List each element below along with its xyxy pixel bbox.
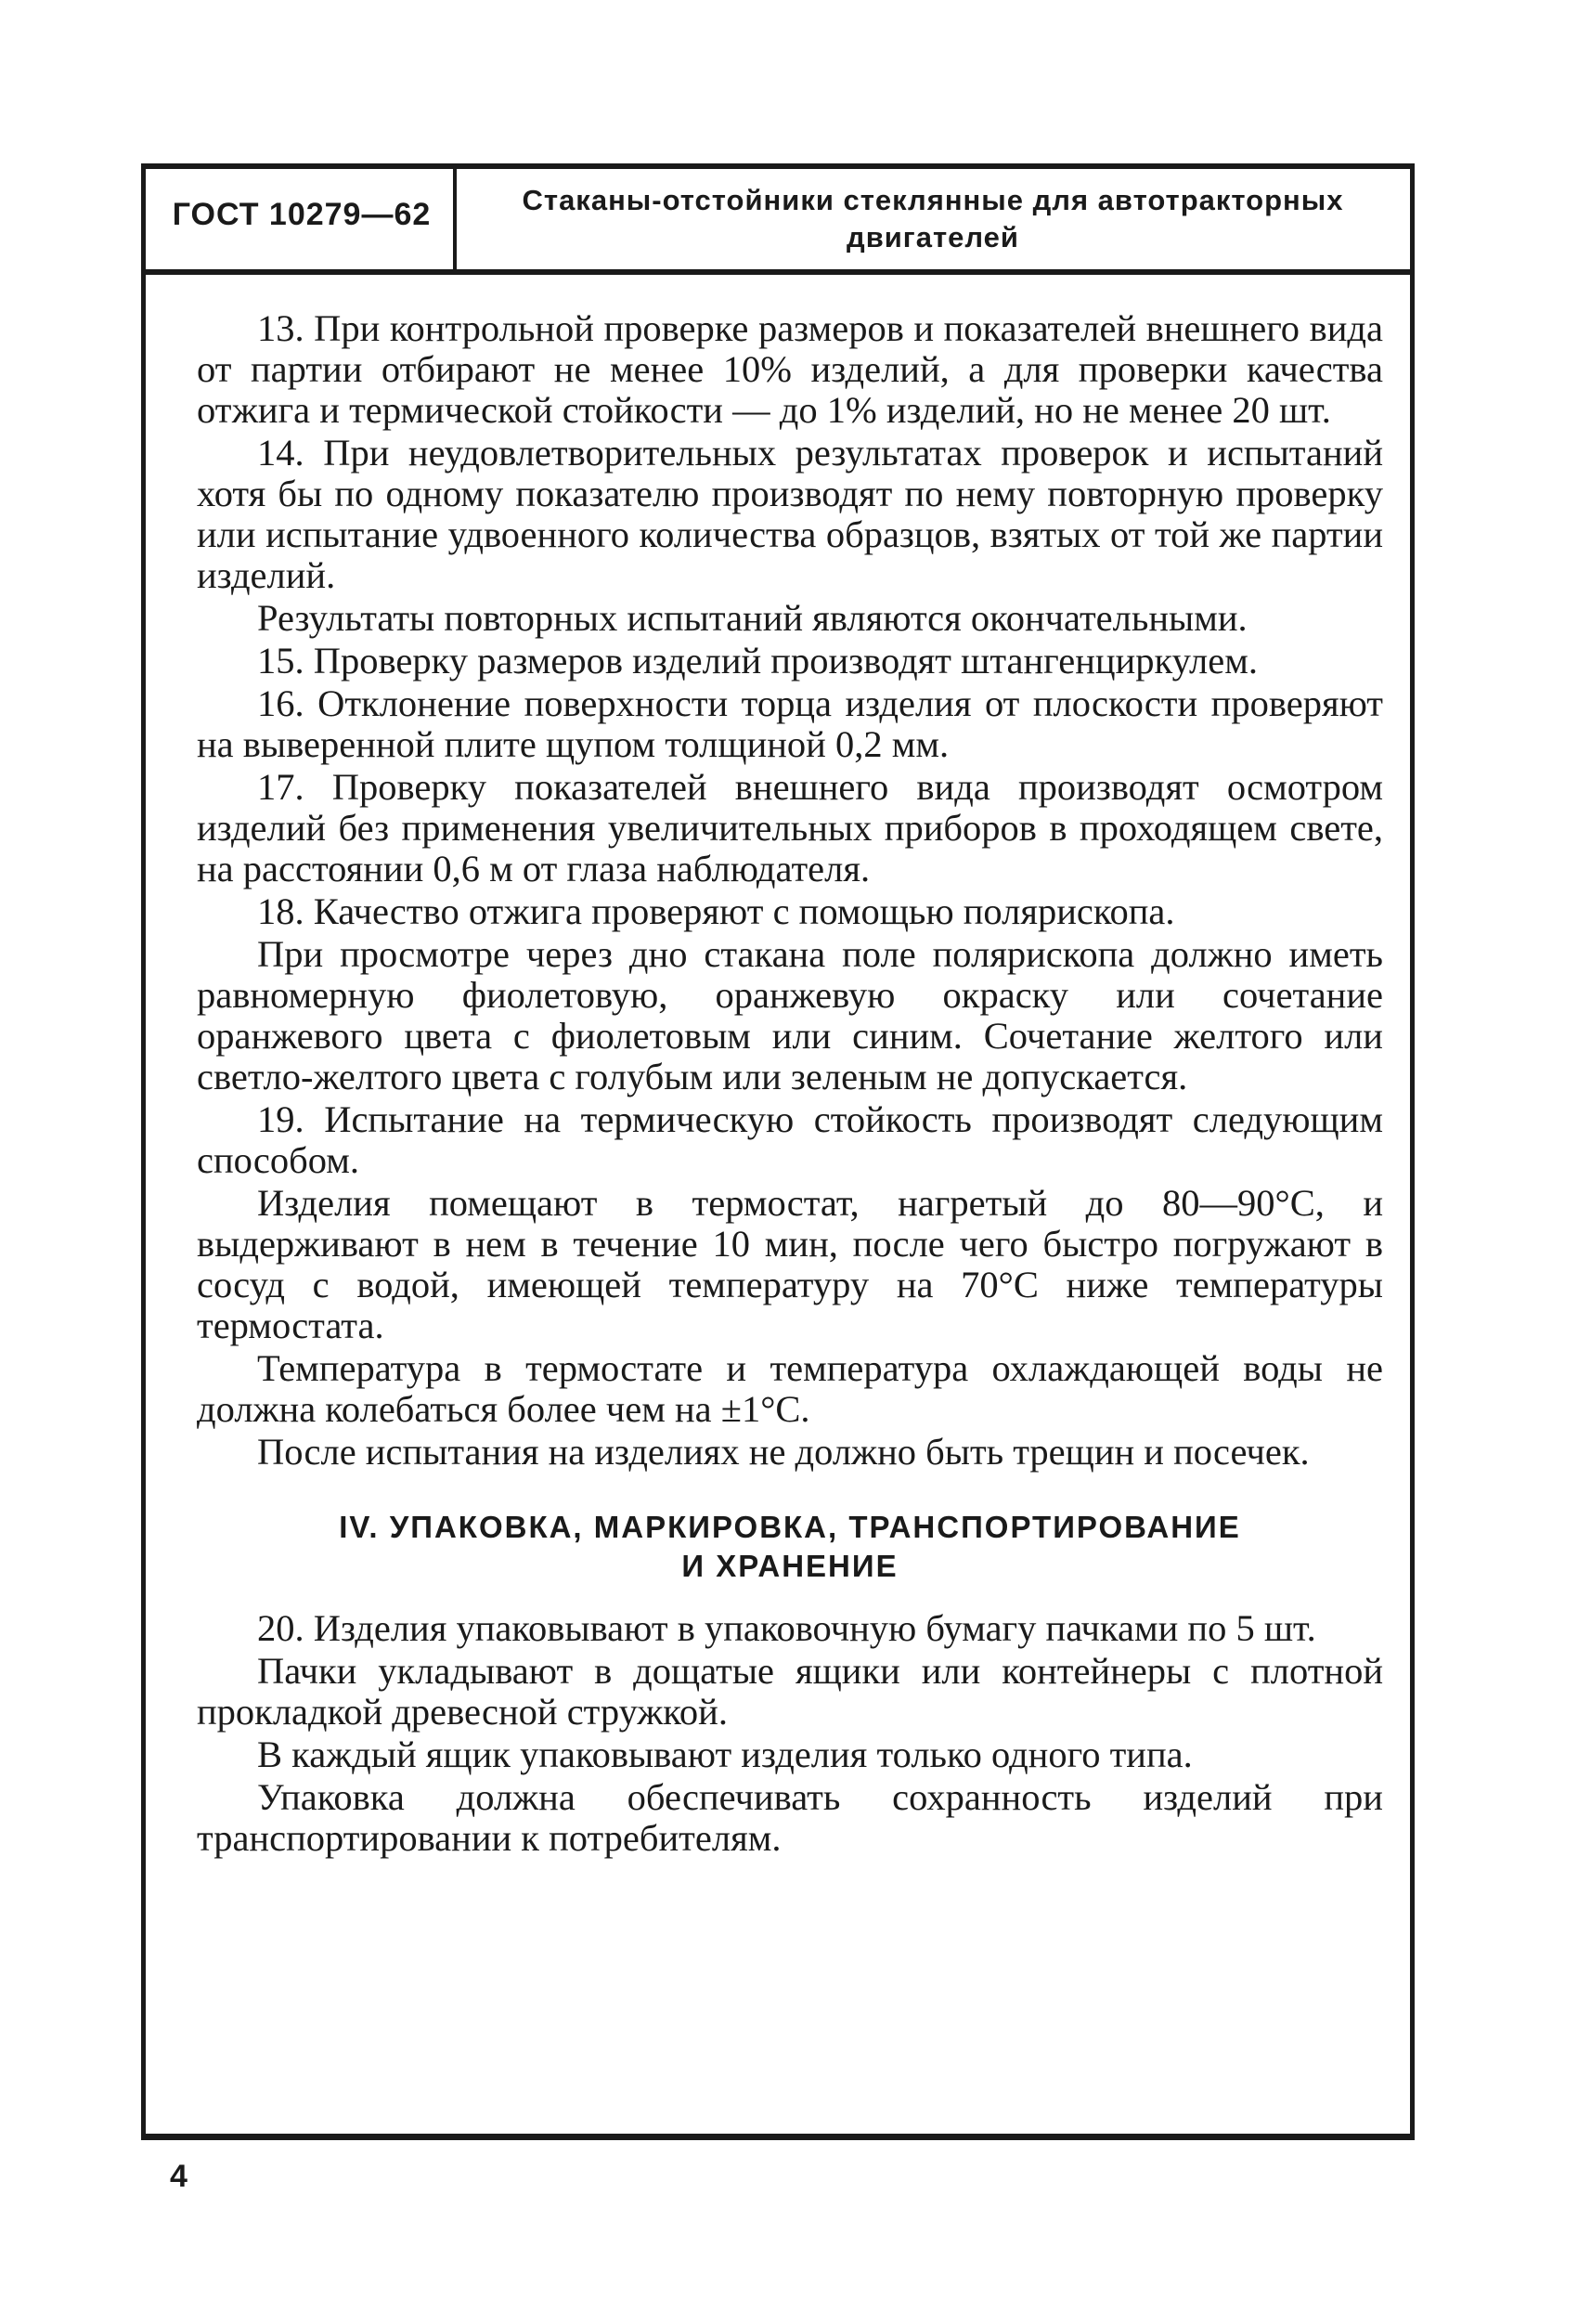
paragraph: 14. При неудовлетворительных результатах проверок и испытаний хотя бы по одному показателю производят по нему повторную проверку или испытание удвоенного количества образцов, взятых от той же партии изделий. — [197, 432, 1383, 596]
paragraph: Изделия помещают в термостат, нагретый до 80—90°С, и выдерживают в нем в течение 10 мин, после чего быстро погружают в сосуд с водой, имеющей температуру на 70°С ниже температуры термостата. — [197, 1182, 1383, 1346]
header-divider — [453, 169, 457, 269]
paragraph: Пачки укладывают в дощатые ящики или контейнеры с плотной прокладкой древесной стружкой. — [197, 1650, 1383, 1733]
header-top-rule — [141, 163, 1415, 169]
paragraph: 19. Испытание на термическую стойкость производят следующим способом. — [197, 1098, 1383, 1181]
header-bottom-rule — [141, 269, 1415, 275]
paragraph: 20. Изделия упаковывают в упаковочную бумагу пачками по 5 шт. — [257, 1607, 1316, 1649]
paragraph: 15. Проверку размеров изделий производят штангенциркулем. — [257, 640, 1258, 682]
paragraph: 17. Проверку показателей внешнего вида производят осмотром изделий без применения увеличительных приборов в проходящем свете, на расстоянии 0,6 м от глаза наблюдателя. — [197, 766, 1383, 889]
footer-rule — [141, 2134, 1415, 2140]
paragraph: В каждый ящик упаковывают изделия только одного типа. — [257, 1733, 1193, 1775]
paragraph: Температура в термостате и температура охлаждающей воды не должна колебаться более чем на ±1°С. — [197, 1347, 1383, 1430]
paragraph: Упаковка должна обеспечивать сохранность изделий при транспортировании к потребителям. — [197, 1776, 1383, 1859]
section-heading-line1: IV. УПАКОВКА, МАРКИРОВКА, ТРАНСПОРТИРОВАНИЕ — [339, 1510, 1241, 1544]
paragraph: 13. При контрольной проверке размеров и показателей внешнего вида от партии отбирают не менее 10% изделий, а для проверки качества отжига и термической стойкости — до 1% изделий, но не менее 20 шт. — [197, 307, 1383, 431]
document-body — [197, 308, 1383, 1859]
page-number: 4 — [170, 2159, 188, 2194]
paragraph: После испытания на изделиях не должно быть трещин и посечек. — [257, 1431, 1310, 1473]
standard-code: ГОСТ 10279—62 — [172, 197, 432, 232]
paragraph: Результаты повторных испытаний являются окончательными. — [257, 597, 1248, 639]
section-heading — [197, 1508, 1383, 1586]
paragraph: 16. Отклонение поверхности торца изделия от плоскости проверяют на выверенной плите щупом толщиной 0,2 мм. — [197, 682, 1383, 765]
section-heading-line2: И ХРАНЕНИЕ — [681, 1549, 899, 1583]
paragraph: 18. Качество отжига проверяют с помощью полярископа. — [257, 890, 1175, 932]
paragraph: При просмотре через дно стакана поле полярископа должно иметь равномерную фиолетовую, оранжевую окраску или сочетание оранжевого цвета с фиолетовым или синим. Сочетание желтого или светло-желтого цвета с голубым или зеленым не допускается. — [197, 933, 1383, 1097]
standard-title: Стаканы-отстойники стеклянные для автотракторных двигателей — [522, 184, 1344, 253]
